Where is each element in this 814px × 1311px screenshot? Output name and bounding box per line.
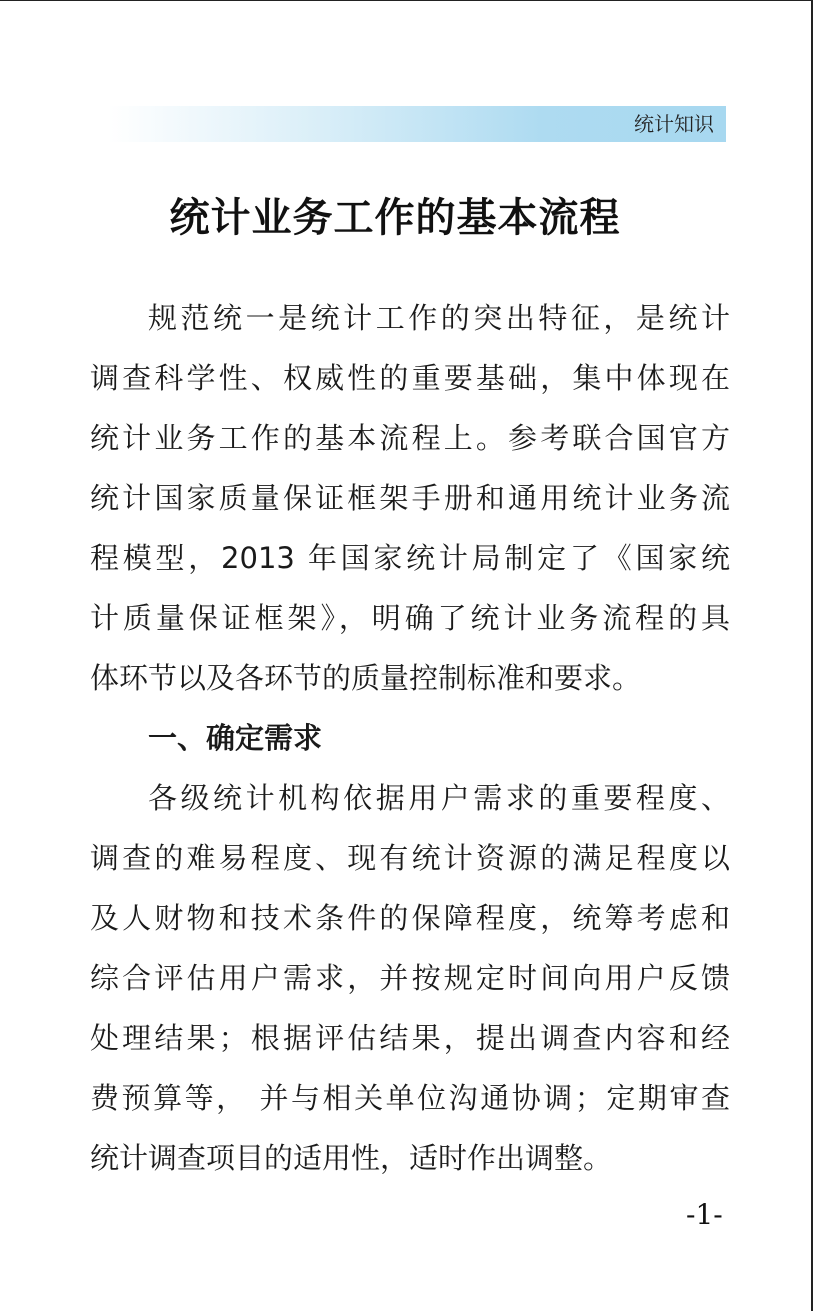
page-border-top — [0, 0, 812, 1]
paragraph-line: 统计调查项目的适用性，适时作出调整。 — [90, 1141, 613, 1175]
paragraph-line: 规范统一是统计工作的突出特征，是统计 — [148, 301, 730, 335]
page-border-right — [811, 0, 813, 1311]
section-header-label: 统计知识 — [634, 112, 714, 136]
section-heading: 一、确定需求 — [148, 721, 323, 755]
page-title: 统计业务工作的基本流程 — [169, 194, 621, 241]
page-number: -1- — [686, 1198, 723, 1231]
paragraph-line: 处理结果；根据评估结果，提出调查内容和经 — [90, 1021, 730, 1055]
paragraph-line: 统计业务工作的基本流程上。参考联合国官方 — [90, 421, 730, 455]
section-header-band — [108, 106, 726, 142]
paragraph-line: 程模型，2013 年国家统计局制定了《国家统 — [90, 541, 730, 575]
paragraph-line: 费预算等， 并与相关单位沟通协调；定期审查 — [90, 1081, 730, 1115]
paragraph-line: 各级统计机构依据用户需求的重要程度、 — [148, 781, 730, 815]
paragraph-line: 体环节以及各环节的质量控制标准和要求。 — [90, 661, 642, 695]
paragraph-line: 计质量保证框架》，明确了统计业务流程的具 — [90, 601, 730, 635]
paragraph-line: 综合评估用户需求，并按规定时间向用户反馈 — [90, 961, 730, 995]
body-text — [90, 288, 730, 1188]
paragraph-line: 调查的难易程度、现有统计资源的满足程度以 — [90, 841, 730, 875]
paragraph-line: 调查科学性、权威性的重要基础，集中体现在 — [90, 361, 730, 395]
paragraph-line: 统计国家质量保证框架手册和通用统计业务流 — [90, 481, 730, 515]
paragraph-line: 及人财物和技术条件的保障程度，统筹考虑和 — [90, 901, 730, 935]
